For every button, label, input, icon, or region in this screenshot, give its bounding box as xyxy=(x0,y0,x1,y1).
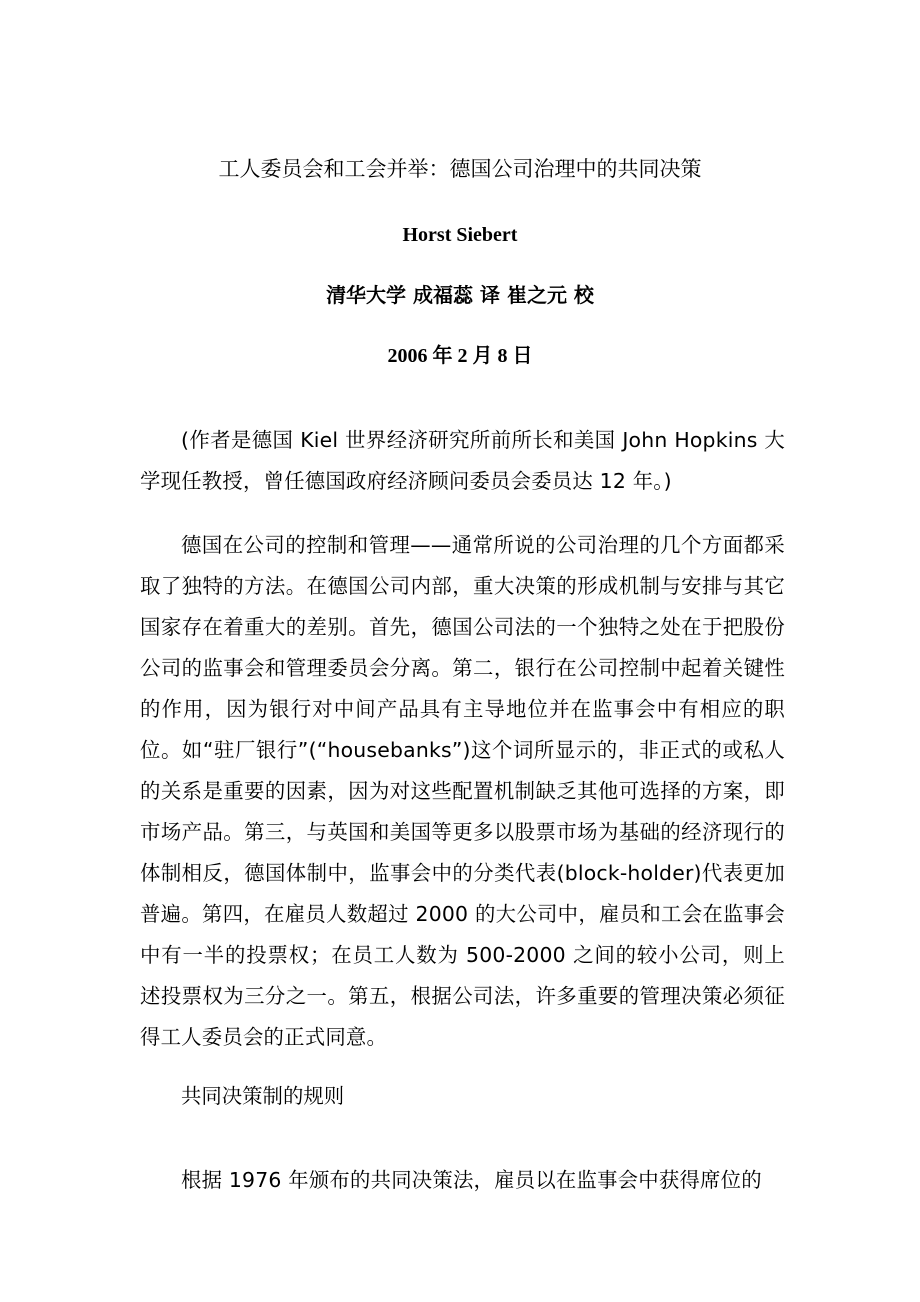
document-date: 2006 年 2 月 8 日 xyxy=(387,345,533,367)
intro-paragraph: 德国在公司的控制和管理——通常所说的公司治理的几个方面都采取了独特的方法。在德国公司内部，重大决策的形成机制与安排与其它国家存在着重大的差别。首先，德国公司法的一个独特之处在于把股份公司的监事会和管理委员会分离。第二，银行在公司控制中起着关键性的作用，因为银行对中间产品具有主导地位并在监事会中有相应的职位。如“驻厂银行”(“housebanks”)这个词所显示的，非正式的或私人的关系是重要的因素，因为对这些配置机制缺乏其他可选择的方案，即市场产品。第三，与英国和美国等更多以股票市场为基础的经济现行的体制相反，德国体制中，监事会中的分类代表(block-holder)代表更加普遍。第四，在雇员人数超过 2000 的大公司中，雇员和工会在监事会中有一半的投票权；在员工人数为 500-2000 之间的较小公司，则上述投票权为三分之一。第五，根据公司法，许多重要的管理决策必须征得工人委员会的正式同意。 xyxy=(140,533,785,1050)
section-heading: 共同决策制的规则 xyxy=(181,1084,345,1108)
author-note: (作者是德国 Kiel 世界经济研究所前所长和美国 John Hopkins 大学现任教授，曾任德国政府经济顾问委员会委员达 12 年。) xyxy=(140,428,785,494)
document-title: 工人委员会和工会并举：德国公司治理中的共同决策 xyxy=(218,157,702,181)
translator-line: 清华大学 成福蕊 译 崔之元 校 xyxy=(326,283,594,307)
section-paragraph: 根据 1976 年颁布的共同决策法，雇员以在监事会中获得席位的 xyxy=(181,1168,762,1193)
author-name: Horst Siebert xyxy=(402,224,518,246)
